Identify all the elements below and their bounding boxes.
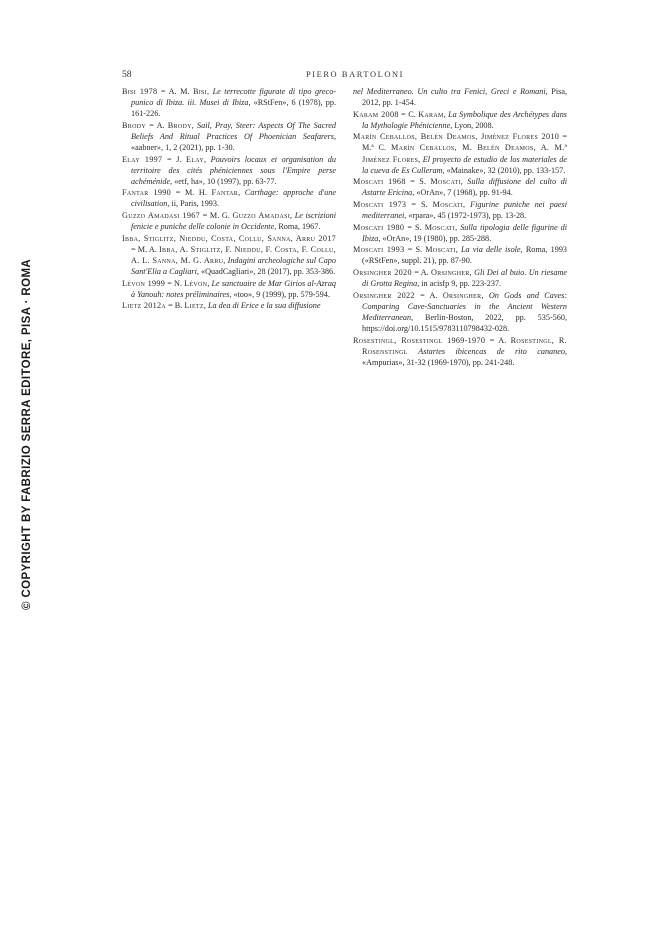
- entry-author: Brody: [167, 120, 192, 130]
- bibliography-entry: [122, 233, 336, 277]
- entry-equals: = S.: [404, 222, 425, 232]
- entry-punct: ,: [223, 255, 228, 265]
- bibliography-entry: [353, 176, 567, 198]
- entry-equals: = S.: [404, 245, 426, 255]
- bibliography-entry: [122, 120, 336, 153]
- entry-author: Marín Ceballos, M. Belén Deamos, A. M.ª Jiménez Flores: [362, 143, 568, 164]
- entry-title: Gli Dei al buio. Un riesame di Grotta Regina: [362, 268, 568, 289]
- entry-key: Moscati 1993: [353, 245, 405, 255]
- entry-key: Orsingher 2022: [353, 290, 415, 300]
- entry-details: , «OrAn», 19 (1980), pp. 285-288.: [378, 233, 492, 243]
- entry-title: Astartes ibicencas de rito cananeo: [418, 346, 565, 356]
- bibliography-entry: [353, 335, 567, 368]
- entry-author: Moscati: [425, 245, 456, 255]
- entry-punct: ,: [469, 268, 475, 277]
- entry-author: Ibba, A. Stiglitz, F. Nieddu, F. Costa, F. Collu, A. L. Sanna, M. G. Arru: [131, 244, 337, 265]
- entry-author: Lévon: [184, 278, 208, 288]
- entry-details: , ii, Paris, 1993.: [167, 199, 220, 209]
- entry-punct: ,: [443, 109, 449, 119]
- copyright-notice: © COPYRIGHT BY FABRIZIO SERRA EDITORE, PISA · ROMA: [21, 258, 33, 610]
- entry-punct: ,: [481, 290, 489, 300]
- page-number: 58: [122, 70, 132, 80]
- entry-key: Moscati 1980: [353, 222, 405, 232]
- entry-punct: ,: [238, 188, 245, 198]
- bibliography-entry: [122, 210, 336, 232]
- bibliography-entry: [353, 86, 567, 108]
- entry-equals: = S.: [405, 177, 431, 187]
- entry-key: Brody: [122, 120, 146, 130]
- bibliography-entry: [122, 300, 336, 311]
- entry-equals: = M. H.: [171, 188, 212, 198]
- entry-key: Elay 1997: [122, 154, 163, 164]
- entry-details: , «QuadCagliari», 28 (2017), pp. 353-386.: [196, 267, 336, 276]
- entry-title: Pouvoirs locaux et organisation du territoire des cités phéniciennes sous l'Empire perse achéménide: [131, 154, 336, 186]
- entry-details: , «Ampurias», 31-32 (1969-1970), pp. 241-248.: [362, 346, 568, 367]
- entry-key: Marín Ceballos, Belén Deamos, Jiménez Flores 2010: [353, 132, 560, 142]
- entry-title: El proyecto de estudio de los materiales de la cueva de Es Culleram: [362, 154, 567, 175]
- entry-equals: = B.: [166, 301, 185, 311]
- bibliography-entry: [122, 187, 336, 209]
- entry-details: , Roma, 1993 («RStFen», suppl. 21), pp. 87-90.: [362, 245, 568, 266]
- entry-punct: ,: [455, 245, 461, 255]
- entry-punct: ,: [206, 87, 213, 96]
- entry-key: Moscati 1968: [353, 177, 406, 187]
- entry-title: Sail, Pray, Steer: Aspects Of The Sacred Beliefs And Ritual Practices Of Phoenician Seafarers: [131, 120, 337, 141]
- entry-details: , «Mainake», 32 (2010), pp. 133-157.: [442, 165, 566, 175]
- entry-title: Figurine puniche nei paesi mediterranei: [362, 199, 568, 221]
- entry-equals: = A. M.: [157, 87, 193, 96]
- entry-key: Moscati 1973: [353, 199, 407, 209]
- entry-key: Orsingher 2020: [353, 268, 412, 277]
- entry-title: La Symbolique des Archétypes dans la Mythologie Phénicienne: [362, 109, 567, 130]
- entry-punct: [408, 347, 418, 356]
- bibliography-column-left: [122, 86, 336, 312]
- entry-details: , Pisa, 2012, pp. 1-454.: [362, 87, 568, 108]
- entry-key: Lévon 1999: [122, 278, 166, 288]
- entry-author: Lietz: [184, 301, 204, 311]
- bibliography-column-right: [353, 86, 567, 368]
- entry-punct: ,: [191, 120, 198, 130]
- entry-title: Indagini archeologiche sul Capo Sant'Elia a Cagliari: [131, 255, 336, 276]
- entry-equals: = M. G.: [200, 211, 233, 221]
- entry-equals: = S.: [406, 199, 433, 209]
- entry-equals: = A.: [411, 268, 432, 277]
- entry-equals: = M. A.: [131, 244, 159, 254]
- entry-author: Moscati: [430, 177, 461, 187]
- bibliography-entry: [353, 131, 567, 175]
- entry-title: On Gods and Caves: Comparing Cave-Sanctuaries in the Ancient Western Mediterranean: [362, 290, 568, 322]
- entry-details: , in acisfp 9, pp. 223-237.: [417, 279, 502, 289]
- entry-title: La dea di Erice e la sua diffusione: [207, 301, 321, 311]
- entry-title: Le sanctuaire de Mar Girios al-Azraq à Yanouh: notes préliminaires: [131, 278, 337, 299]
- entry-details: , «OrAn», 7 (1968), pp. 91-94.: [412, 188, 513, 198]
- entry-title: nel Mediterraneo. Un culto tra Fenici, Greci e Romani: [353, 87, 546, 96]
- entry-key: Karam 2008: [353, 109, 399, 119]
- entry-equals: = N.: [165, 278, 185, 288]
- entry-author: Guzzo Amadasi: [232, 211, 291, 221]
- entry-key: Bisi 1978: [122, 87, 158, 96]
- entry-details: , «etf, ha», 10 (1997), pp. 63-77.: [170, 176, 277, 186]
- entry-punct: ,: [455, 222, 461, 232]
- entry-author: Karam: [418, 109, 444, 119]
- entry-details: , Berlin-Boston, 2022, pp. 535-560, https://doi.org/10.1515/9783110798432-028.: [362, 312, 567, 333]
- entry-details: , Roma, 1967.: [274, 222, 321, 232]
- entry-details: , «RStFen», 6 (1978), pp. 161-226.: [131, 98, 337, 119]
- entry-equals: = J.: [162, 154, 187, 164]
- entry-punct: ,: [460, 177, 468, 187]
- bibliography-entry: [122, 154, 336, 187]
- entry-punct: ,: [463, 199, 471, 209]
- entry-details: , «aabner», 1, 2 (2021), pp. 1-30.: [131, 131, 336, 152]
- entry-title: La via delle isole: [460, 245, 521, 255]
- entry-punct: ,: [290, 211, 295, 221]
- bibliography-entry: [353, 244, 567, 266]
- entry-details: , «rpara», 45 (1972-1973), pp. 13-28.: [404, 211, 527, 221]
- entry-equals: = M.ª C.: [362, 132, 567, 153]
- entry-punct: ,: [207, 278, 212, 288]
- entry-equals: = C.: [398, 109, 419, 119]
- entry-equals: = A.: [145, 120, 168, 130]
- entry-title: Sulla tipologia delle figurine di Ibiza: [362, 222, 567, 243]
- running-head: PIERO BARTOLONI: [306, 70, 405, 79]
- bibliography-entry: [353, 109, 567, 131]
- entry-author: Fantar: [211, 188, 239, 198]
- entry-author: Moscati: [432, 199, 463, 209]
- bibliography-entry: [353, 290, 567, 334]
- entry-punct: ,: [204, 154, 211, 164]
- entry-title: Sulla diffusione del culto di Astarte Ericina: [362, 177, 568, 198]
- bibliography-entry: [122, 86, 336, 119]
- entry-equals: = A.: [414, 290, 443, 300]
- bibliography-entry: [122, 278, 336, 300]
- bibliography-entry: [353, 267, 567, 289]
- entry-author: Elay: [186, 154, 205, 164]
- bibliography-entry: [353, 199, 567, 221]
- entry-author: Rosestingl, R. Rosenstingl: [362, 335, 567, 356]
- entry-key: Guzzo Amadasi 1967: [122, 211, 201, 221]
- entry-author: Bisi: [192, 87, 207, 96]
- entry-details: , Lyon, 2008.: [450, 120, 494, 130]
- entry-author: Orsingher: [442, 290, 482, 300]
- entry-title: Le terrecotte figurate di tipo greco-punico di Ibiza. iii. Musei di Ibiza: [131, 87, 337, 108]
- entry-key: Fantar 1990: [122, 188, 172, 198]
- entry-punct: ,: [203, 301, 208, 311]
- entry-author: Orsingher: [431, 268, 470, 277]
- entry-key: Rosestingl, Rosestingl 1969-1970: [353, 335, 486, 345]
- entry-title: Le iscrizioni fenicie e puniche delle colonie in Occidente: [131, 211, 336, 232]
- entry-key: Ibba, Stiglitz, Nieddu, Costa, Collu, Sanna, Arru 2017: [122, 233, 336, 243]
- entry-punct: ,: [418, 154, 423, 164]
- bibliography-entry: [353, 222, 567, 244]
- entry-author: Moscati: [424, 222, 456, 232]
- entry-equals: = A.: [485, 335, 511, 345]
- entry-title: Carthage: approche d'une civilisation: [131, 188, 336, 209]
- entry-details: , «too», 9 (1999), pp. 579-594.: [229, 289, 330, 299]
- entry-key: Lietz 2012a: [122, 301, 167, 311]
